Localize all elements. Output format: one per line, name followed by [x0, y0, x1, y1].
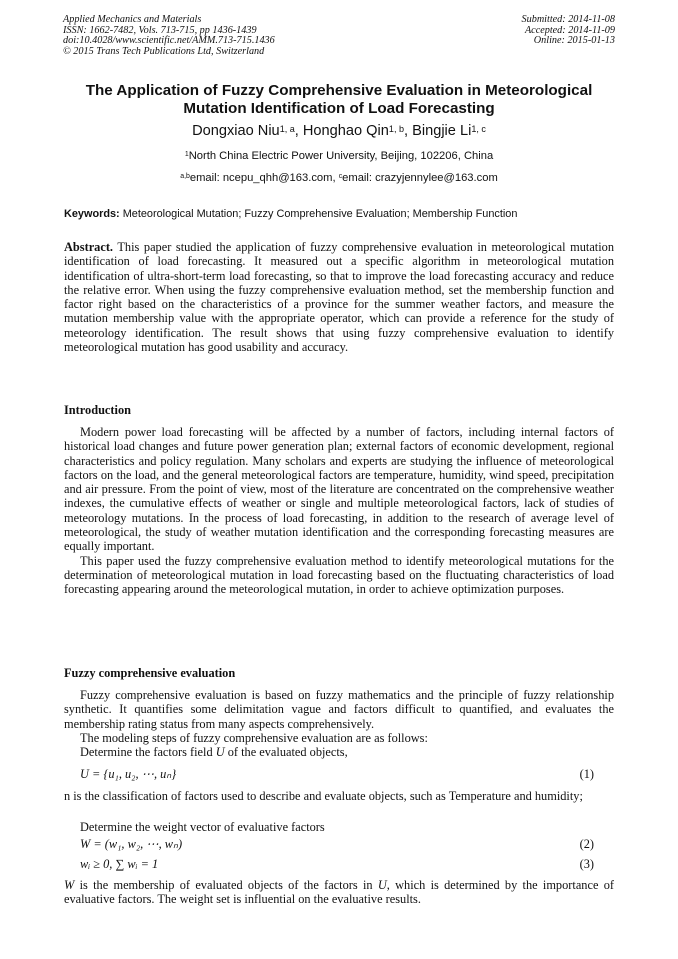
equation-1: U = {u₁, u₂, ⋯, uₙ} (1): [80, 767, 594, 781]
issn-line: ISSN: 1662-7482, Vols. 713-715, pp 1436-1439: [63, 24, 257, 36]
section-heading-fuzzy: Fuzzy comprehensive evaluation: [64, 666, 236, 680]
abstract: Abstract. This paper studied the application of fuzzy comprehensive evaluation in meteorological mutation identification of load forecasting. It measured out a specific algorithm in meteorological mutation identification of ultra-short-term load forecasting, so that to improve the load forecasting accuracy and reduce the relative error. When using the fuzzy comprehensive evaluation method, set the membership function and factor right based on the characteristics of a province for the summer weather factors, and measure the mutation membership value with the appropriate operator, which can provide a reference for the study of meteorology identification. The result shows that using fuzzy comprehensive evaluation to identify meteorological mutation has good usability and accuracy.: [64, 240, 614, 355]
journal-name: Applied Mechanics and Materials: [63, 14, 202, 25]
abstract-label: Abstract.: [64, 240, 114, 254]
equation-number: (2): [579, 837, 594, 851]
keywords: Keywords: Meteorological Mutation; Fuzzy Comprehensive Evaluation; Membership Function: [64, 208, 518, 220]
equation-2: W = (w₁, w₂, ⋯, wₙ) (2): [80, 837, 594, 851]
author-name: Honghao Qin: [302, 123, 389, 139]
paper-title: The Application of Fuzzy Comprehensive Evaluation in Meteorological Mutation Identification of Load Forecasting: [85, 82, 593, 117]
fuzzy-body: [64, 688, 614, 759]
paragraph: Fuzzy comprehensive evaluation is based on fuzzy mathematics and the principle of fuzzy relationship synthetic. It quantifies some delimitation vague and factors difficult to quantified, and evaluates the membership rating status from many aspects comprehensively.: [64, 688, 614, 731]
introduction-body: [64, 425, 614, 597]
step-2: Determine the weight vector of evaluative factors: [80, 820, 325, 834]
equation-number: (1): [579, 767, 594, 781]
doi-line: doi:10.4028/www.scientific.net/AMM.713-715.1436: [63, 35, 275, 47]
dates-header: [522, 15, 615, 47]
author-list: Dongxiao Niu$^{1, a}$, Honghao Qin$^{1, b}$, Bingjie Li$^{1, c}$: [192, 123, 486, 139]
paragraph: This paper used the fuzzy comprehensive evaluation method to identify meteorological mutations for the determination of meteorological mutation in load forecasting based on the fluctuating characteristics of load forecasting appearing around the meteorological mutation, in order to achieve optimization purposes.: [64, 553, 614, 597]
keywords-label: Keywords:: [64, 208, 120, 220]
author-name: Dongxiao Niu: [192, 123, 280, 139]
copyright-line: © 2015 Trans Tech Publications Ltd, Switzerland: [63, 45, 265, 57]
affiliation: $^1$North China Electric Power University, Beijing, 102206, China: [184, 150, 494, 162]
online-date: Online: 2015-01-13: [533, 35, 615, 47]
equation-number: (3): [579, 857, 594, 871]
accepted-date: Accepted: 2014-11-09: [524, 24, 615, 36]
n-description: n is the classification of factors used to describe and evaluate objects, such as Temperature and humidity;: [64, 789, 583, 803]
section-heading-introduction: Introduction: [64, 403, 131, 417]
author-name: Bingjie Li: [412, 123, 472, 139]
submitted-date: Submitted: 2014-11-08: [521, 14, 615, 25]
author-emails: $^{a,b}$email: ncepu_qhh@163.com, $^c$email: crazyjennylee@163.com: [180, 172, 498, 184]
step-1: Determine the factors field U of the evaluated objects,: [80, 745, 348, 760]
w-description: W is the membership of evaluated objects of the factors in U, which is determined by the importance of evaluative factors. The weight set is influential on the evaluative results.: [64, 878, 614, 907]
modeling-steps: The modeling steps of fuzzy comprehensive evaluation are as follows:: [80, 730, 428, 745]
equation-3: wᵢ ≥ 0, ∑ wᵢ = 1 (3): [80, 857, 594, 871]
paragraph: Modern power load forecasting will be affected by a number of factors, including internal factors of historical load changes and future power generation plan; external factors of economic development, regional characteristics and policy regulation. Many scholars and experts are studying the influence of meteorological factors on the load, and the general meteorological factors are temperature, humidity, wind speed, precipitation and air pressure. From the point of view, most of the literature are concentrated on the comprehensive weather indexes, the cumulative effects of weather or single and multiple meteorological factors, lack of studies of meteorology mutations. In the process of load forecasting, in addition to the research of average level of meteorological, the study of weather mutation identification and the corresponding forecasting measures are equally important.: [64, 425, 614, 554]
journal-header: [63, 15, 275, 57]
